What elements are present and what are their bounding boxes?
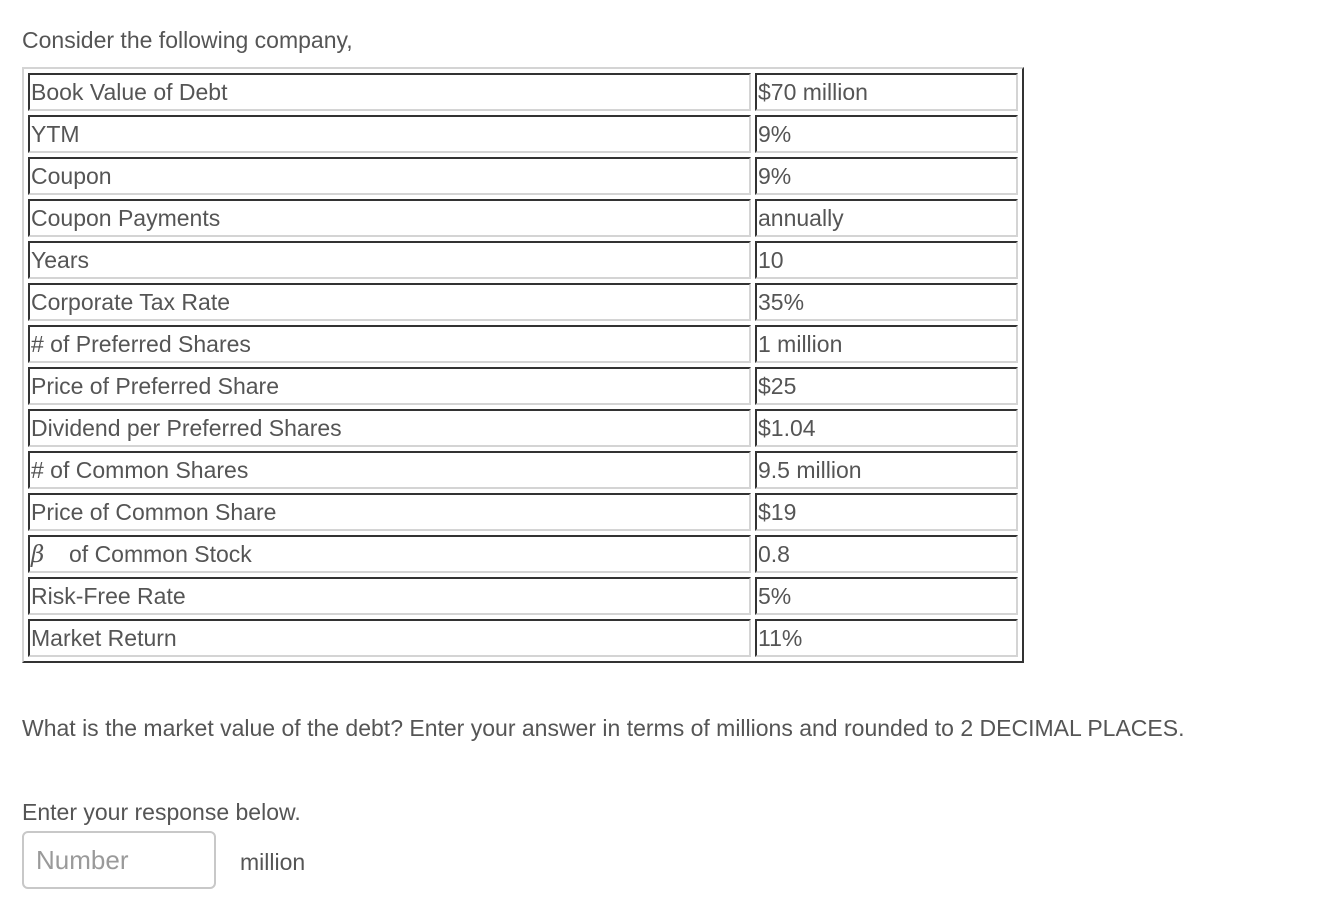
question-text: What is the market value of the debt? Enter your answer in terms of millions and rounded to 2 DECIMAL PLACES. xyxy=(22,715,1185,741)
row-value: 35% xyxy=(755,283,1018,321)
row-label: of Common Stock xyxy=(69,540,252,567)
row-label: Price of Common Share xyxy=(28,493,751,531)
row-label: Coupon Payments xyxy=(28,199,751,237)
table-row xyxy=(28,493,1018,531)
company-data-table xyxy=(22,67,1024,663)
beta-row-label-cell xyxy=(28,535,751,573)
row-label: # of Common Shares xyxy=(28,451,751,489)
row-label: Book Value of Debt xyxy=(28,73,751,111)
row-value: 0.8 xyxy=(755,535,1018,573)
table-row xyxy=(28,409,1018,447)
row-label: Years xyxy=(28,241,751,279)
table-row xyxy=(28,241,1018,279)
table-row xyxy=(28,367,1018,405)
row-label: Dividend per Preferred Shares xyxy=(28,409,751,447)
row-value: $25 xyxy=(755,367,1018,405)
row-value: 10 xyxy=(755,241,1018,279)
row-value: $1.04 xyxy=(755,409,1018,447)
table-row xyxy=(28,325,1018,363)
table-row xyxy=(28,619,1018,657)
row-value: 9% xyxy=(755,157,1018,195)
row-value: $19 xyxy=(755,493,1018,531)
table-row xyxy=(28,199,1018,237)
table-row xyxy=(28,535,1018,573)
table-row xyxy=(28,73,1018,111)
table-row xyxy=(28,451,1018,489)
row-label: # of Preferred Shares xyxy=(28,325,751,363)
row-value: 1 million xyxy=(755,325,1018,363)
response-prompt: Enter your response below. xyxy=(22,799,301,825)
row-value: 9.5 million xyxy=(755,451,1018,489)
table-row xyxy=(28,283,1018,321)
row-value: 5% xyxy=(755,577,1018,615)
beta-symbol: β xyxy=(31,541,45,568)
row-label: Market Return xyxy=(28,619,751,657)
row-value: 11% xyxy=(755,619,1018,657)
table-row xyxy=(28,577,1018,615)
unit-label: million xyxy=(240,849,306,875)
intro-text: Consider the following company, xyxy=(22,27,353,53)
row-label: Coupon xyxy=(28,157,751,195)
row-label: Price of Preferred Share xyxy=(28,367,751,405)
row-label: Corporate Tax Rate xyxy=(28,283,751,321)
row-label: Risk-Free Rate xyxy=(28,577,751,615)
row-value: annually xyxy=(755,199,1018,237)
row-label: YTM xyxy=(28,115,751,153)
table-row xyxy=(28,157,1018,195)
answer-input[interactable] xyxy=(22,831,216,889)
table-row xyxy=(28,115,1018,153)
row-value: 9% xyxy=(755,115,1018,153)
row-value: $70 million xyxy=(755,73,1018,111)
